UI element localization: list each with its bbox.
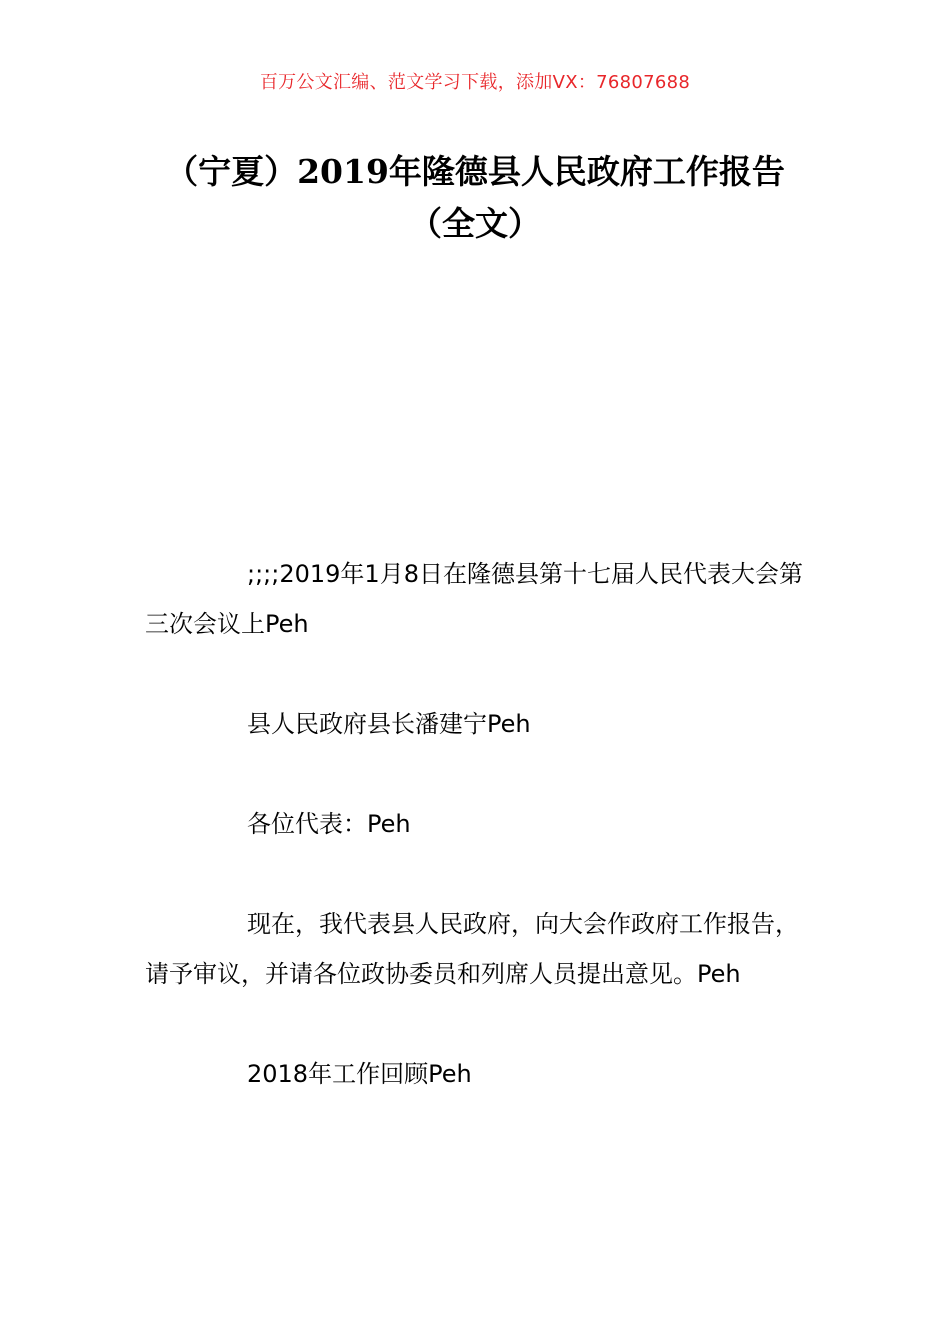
paragraph-salutation: 各位代表：Peh: [247, 810, 411, 838]
title-line-2: （全文）: [409, 204, 541, 243]
title-line-1: （宁夏）2019年隆德县人民政府工作报告: [165, 152, 785, 191]
document-title: [120, 146, 830, 250]
paragraph-speaker: 县人民政府县长潘建宁Peh: [247, 710, 531, 738]
header-note: 百万公文汇编、范文学习下载，添加VX：76807688: [259, 72, 691, 93]
document-body: [145, 549, 821, 1149]
paragraph-intro: 现在，我代表县人民政府，向大会作政府工作报告，请予审议，并请各位政协委员和列席人员提出意见。Peh: [145, 910, 799, 988]
paragraph-section-heading: 2018年工作回顾Peh: [247, 1060, 472, 1088]
paragraph-meeting-info: ;;;;2019年1月8日在隆德县第十七届人民代表大会第三次会议上Peh: [145, 560, 803, 638]
